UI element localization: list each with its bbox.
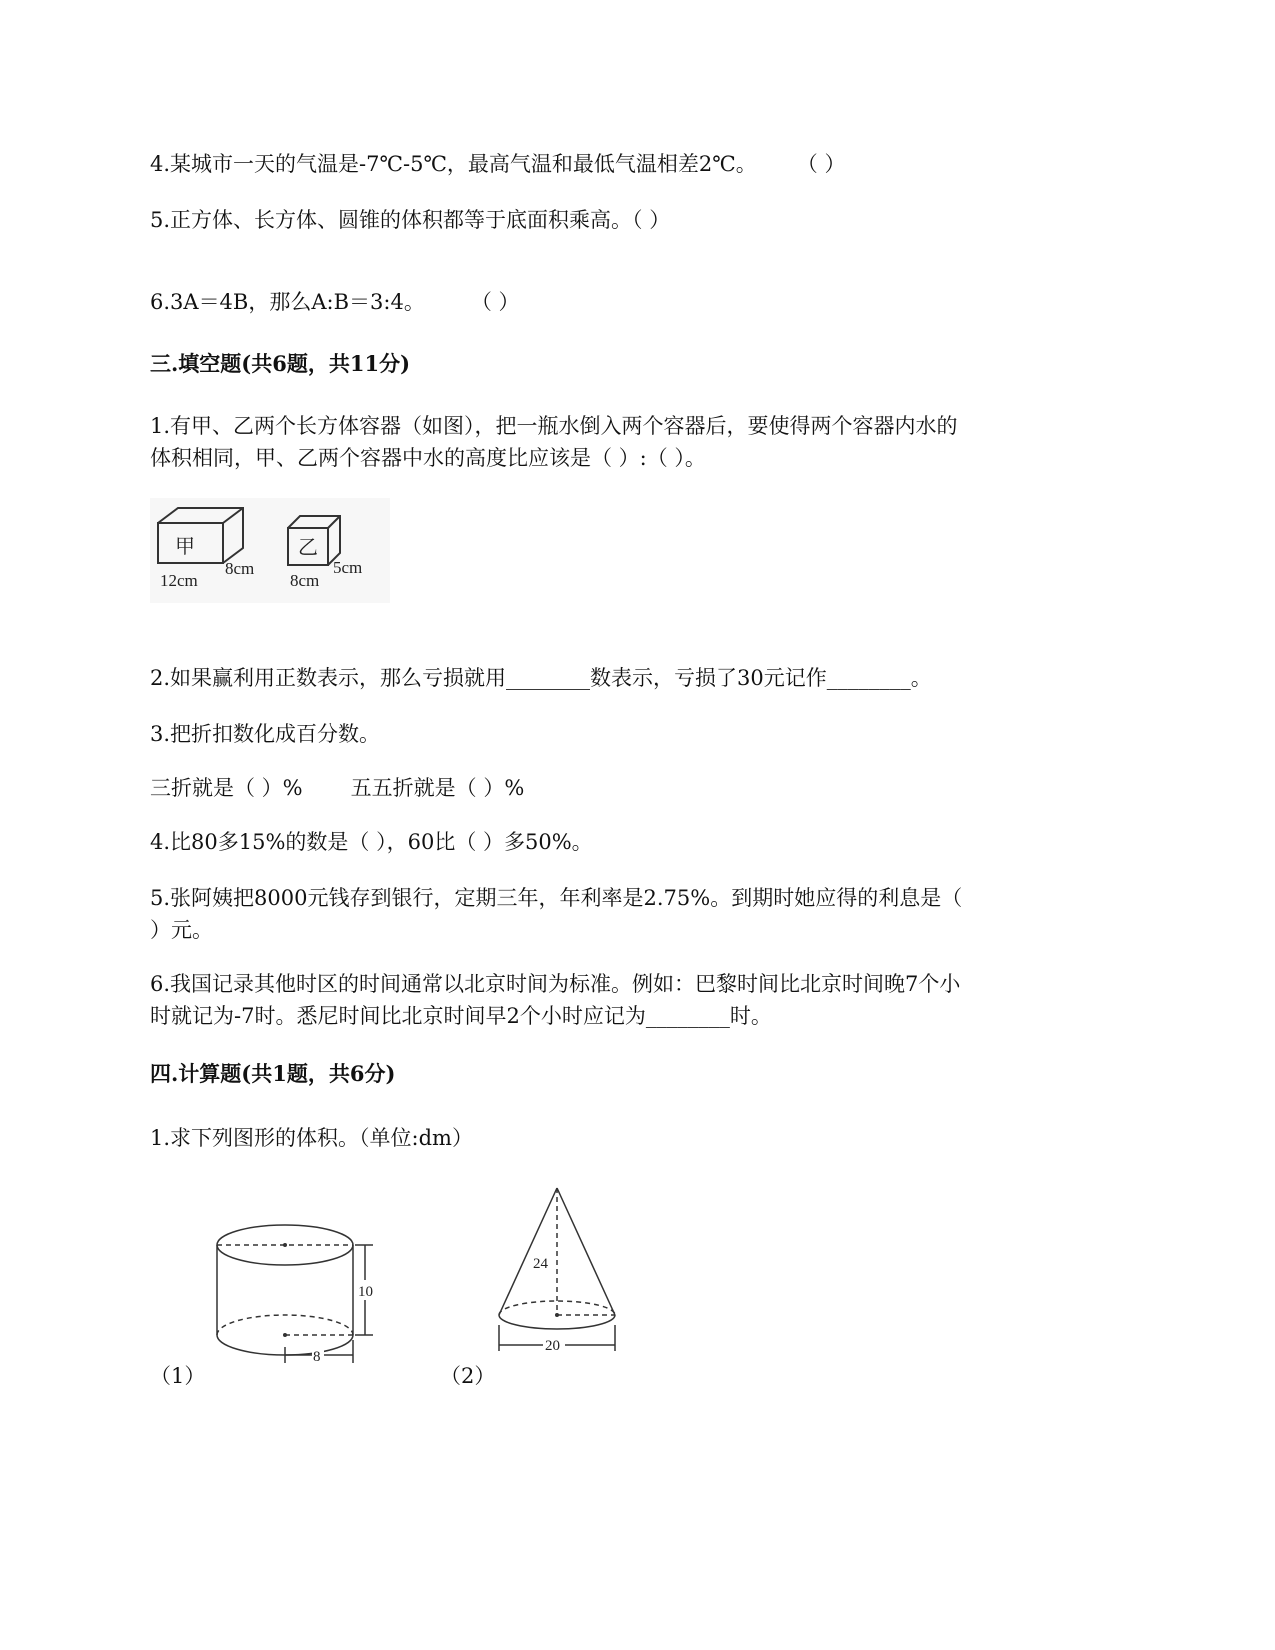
cone-right-slant [557, 1188, 615, 1315]
container-yi-depth: 5cm [333, 558, 363, 577]
cylinder-bottom-center [283, 1333, 287, 1337]
fill-question-6-line1: 6.我国记录其他时区的时间通常以北京时间为标准。例如：巴黎时间比北京时间晚7个小 [150, 972, 961, 996]
fill-question-5-line1: 5.张阿姨把8000元钱存到银行，定期三年，年利率是2.75%。到期时她应得的利息是（ [150, 886, 963, 910]
cone-diameter-label: 20 [545, 1338, 560, 1354]
container-jia-width: 12cm [160, 571, 198, 590]
section-4-heading: 四.计算题(共1题，共6分) [150, 1061, 396, 1086]
fill-question-3: 3.把折扣数化成百分数。 [150, 722, 381, 746]
cone-figure-label: （2） [440, 1364, 496, 1388]
section-3-heading: 三.填空题(共6题，共11分) [150, 351, 411, 376]
tf-question-6 [150, 286, 520, 318]
tf-question-6-text: 6.3A＝4B，那么A:B＝3:4。 [150, 290, 425, 314]
cylinder-radius-label: 8 [313, 1349, 321, 1365]
fill-question-3-a: 三折就是（ ）% [150, 776, 303, 800]
container-jia-label: 甲 [175, 536, 195, 558]
fill-question-6-line2: 时就记为-7时。悉尼时间比北京时间早2个小时应记为________时。 [150, 1004, 772, 1028]
cone-left-slant [499, 1188, 557, 1315]
tf-question-4 [150, 148, 845, 180]
container-jia-depth: 8cm [225, 559, 255, 578]
fill-question-3-b: 五五折就是（ ）% [350, 776, 525, 800]
container-yi-width: 8cm [290, 571, 320, 590]
containers-figure [150, 498, 390, 603]
fill-question-2: 2.如果赢利用正数表示，那么亏损就用________数表示，亏损了30元记作________。 [150, 666, 932, 690]
cone-height-label: 24 [533, 1256, 548, 1272]
cone-base-front [499, 1315, 615, 1329]
calc-question-1: 1.求下列图形的体积。（单位:dm） [150, 1126, 473, 1150]
fill-question-3-parts [150, 772, 524, 804]
cylinder-top-center [283, 1243, 287, 1247]
tf-question-4-answer-paren[interactable]: （ ） [796, 152, 846, 176]
cone-base-center [555, 1313, 559, 1317]
cylinder-bottom-back [217, 1315, 353, 1335]
cylinder-figure [215, 1220, 390, 1385]
fill-question-1-line1: 1.有甲、乙两个长方体容器（如图），把一瓶水倒入两个容器后，要使得两个容器内水的 [150, 414, 958, 438]
tf-question-5: 5.正方体、长方体、圆锥的体积都等于底面积乘高。（ ） [150, 208, 671, 232]
container-yi-label: 乙 [298, 537, 318, 559]
tf-question-6-answer-paren[interactable]: （ ） [470, 290, 520, 314]
fill-question-4: 4.比80多15%的数是（ ），60比（ ）多50%。 [150, 830, 593, 854]
cylinder-figure-label: （1） [150, 1364, 206, 1388]
fill-question-5-line2: ）元。 [150, 918, 213, 942]
fill-question-1-line2: 体积相同，甲、乙两个容器中水的高度比应该是（ ）:（ ）。 [150, 446, 706, 470]
tf-question-4-text: 4.某城市一天的气温是-7℃-5℃，最高气温和最低气温相差2℃。 [150, 152, 757, 176]
cylinder-height-label: 10 [358, 1284, 373, 1300]
cone-figure [495, 1185, 620, 1360]
